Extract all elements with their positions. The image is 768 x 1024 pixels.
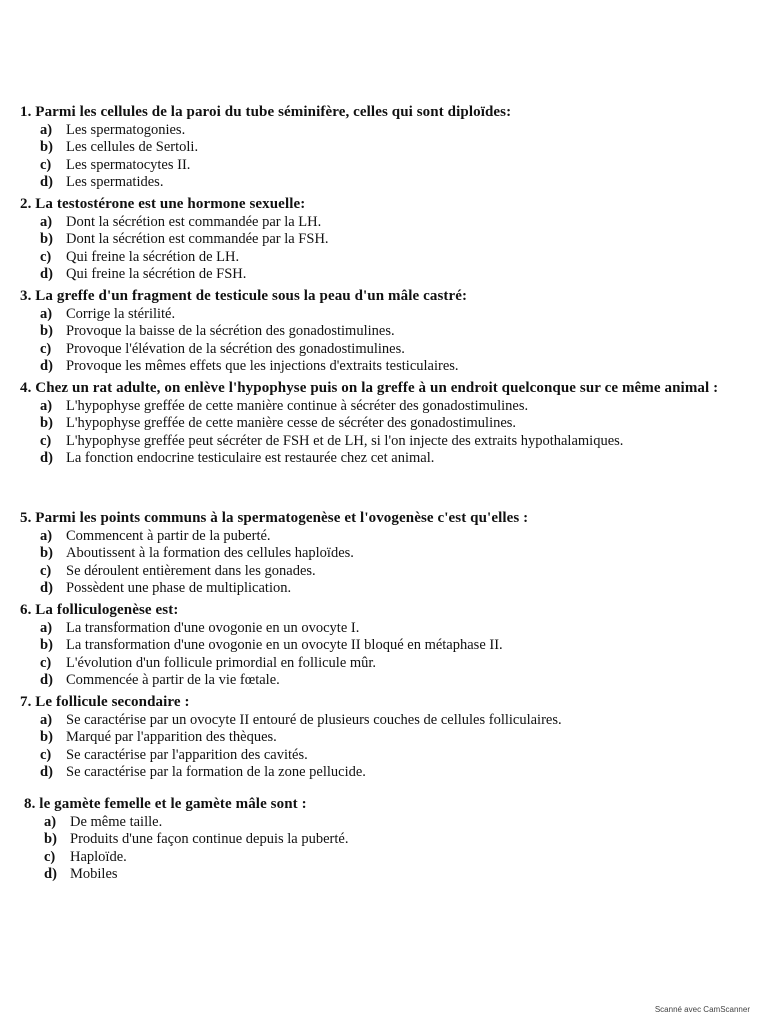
option-letter: d) xyxy=(40,672,53,688)
option-letter: b) xyxy=(40,231,53,247)
question-title: 3. La greffe d'un fragment de testicule sous la peau d'un mâle castré: xyxy=(20,288,468,304)
option-d xyxy=(40,174,740,192)
option-d xyxy=(40,450,740,468)
option-text: Les spermatocytes II. xyxy=(66,156,191,173)
option-letter: d) xyxy=(40,174,53,190)
scanner-watermark: Scanné avec CamScanner xyxy=(654,1005,750,1014)
option-text: Les spermatides. xyxy=(66,174,164,190)
option-d xyxy=(40,672,740,690)
option-letter: c) xyxy=(40,248,52,265)
option-text: Marqué par l'apparition des thèques. xyxy=(66,729,277,745)
question-6 xyxy=(20,602,740,690)
option-text: De même taille. xyxy=(70,813,163,830)
option-letter: c) xyxy=(44,848,56,865)
option-letter: a) xyxy=(40,527,53,544)
question-4 xyxy=(20,380,740,468)
option-b xyxy=(40,139,740,157)
question-title: 7. Le follicule secondaire : xyxy=(20,694,190,710)
option-letter: b) xyxy=(40,415,53,431)
option-letter: c) xyxy=(40,654,52,671)
option-letter: a) xyxy=(40,305,53,322)
option-b xyxy=(40,231,740,249)
option-letter: d) xyxy=(40,358,53,374)
option-text: Se caractérise par la formation de la zone pellucide. xyxy=(66,764,366,780)
option-b xyxy=(40,415,740,433)
option-d xyxy=(40,266,740,284)
question-3 xyxy=(20,288,740,376)
question-title: 2. La testostérone est une hormone sexuelle: xyxy=(20,196,306,212)
option-b xyxy=(44,831,744,849)
option-text: La fonction endocrine testiculaire est restaurée chez cet animal. xyxy=(66,450,435,466)
option-b xyxy=(40,729,740,747)
option-text: Se déroulent entièrement dans les gonades. xyxy=(66,562,316,579)
option-letter: d) xyxy=(40,764,53,780)
option-letter: b) xyxy=(40,139,53,155)
option-text: L'hypophyse greffée de cette manière cesse de sécréter des gonadostimulines. xyxy=(66,415,517,431)
option-text: La transformation d'une ovogonie en un ovocyte II bloqué en métaphase II. xyxy=(66,637,503,653)
option-text: Corrige la stérilité. xyxy=(66,305,176,322)
option-letter: c) xyxy=(40,156,52,173)
option-letter: c) xyxy=(40,340,52,357)
option-a xyxy=(40,712,740,730)
option-text: Qui freine la sécrétion de LH. xyxy=(66,248,240,265)
option-letter: a) xyxy=(40,121,53,138)
option-letter: c) xyxy=(40,746,52,763)
option-letter: c) xyxy=(40,432,52,449)
option-letter: d) xyxy=(40,580,53,596)
option-a xyxy=(40,122,740,140)
option-b xyxy=(40,637,740,655)
option-text: Dont la sécrétion est commandée par la LH. xyxy=(66,213,322,230)
option-text: L'hypophyse greffée peut sécréter de FSH et de LH, si l'on injecte des extraits hypothalamiques. xyxy=(66,432,624,449)
option-letter: d) xyxy=(40,266,53,282)
option-letter: b) xyxy=(40,729,53,745)
question-title: 8. le gamète femelle et le gamète mâle sont : xyxy=(24,796,307,812)
question-title: 6. La folliculogenèse est: xyxy=(20,602,179,618)
option-letter: b) xyxy=(40,545,53,561)
option-text: Commencent à partir de la puberté. xyxy=(66,527,271,544)
question-5 xyxy=(20,510,740,598)
option-text: Provoque la baisse de la sécrétion des gonadostimulines. xyxy=(66,323,395,339)
option-c xyxy=(40,433,740,451)
option-text: Dont la sécrétion est commandée par la FSH. xyxy=(66,231,329,247)
option-letter: a) xyxy=(40,711,53,728)
option-letter: b) xyxy=(40,323,53,339)
option-letter: b) xyxy=(40,637,53,653)
option-a xyxy=(40,306,740,324)
option-text: Qui freine la sécrétion de FSH. xyxy=(66,266,247,282)
option-a xyxy=(40,620,740,638)
option-text: Aboutissent à la formation des cellules haploïdes. xyxy=(66,545,354,561)
option-text: L'hypophyse greffée de cette manière continue à sécréter des gonadostimulines. xyxy=(66,397,529,414)
question-2 xyxy=(20,196,740,284)
option-d xyxy=(40,580,740,598)
option-letter: a) xyxy=(40,397,53,414)
option-letter: c) xyxy=(40,562,52,579)
option-b xyxy=(40,323,740,341)
option-c xyxy=(40,655,740,673)
option-text: Provoque l'élévation de la sécrétion des gonadostimulines. xyxy=(66,340,405,357)
option-text: Commencée à partir de la vie fœtale. xyxy=(66,672,280,688)
option-text: Provoque les mêmes effets que les injections d'extraits testiculaires. xyxy=(66,358,459,374)
option-a xyxy=(44,814,744,832)
option-text: Les spermatogonies. xyxy=(66,121,186,138)
question-8 xyxy=(24,796,744,884)
option-c xyxy=(40,563,740,581)
option-d xyxy=(44,866,744,884)
option-letter: b) xyxy=(44,831,57,847)
option-text: Possèdent une phase de multiplication. xyxy=(66,580,292,596)
option-text: Se caractérise par un ovocyte II entouré de plusieurs couches de cellules folliculaires. xyxy=(66,711,562,728)
option-letter: a) xyxy=(40,619,53,636)
option-a xyxy=(40,214,740,232)
option-c xyxy=(40,747,740,765)
option-text: Se caractérise par l'apparition des cavités. xyxy=(66,746,308,763)
option-text: Haploïde. xyxy=(70,848,127,865)
question-title: 4. Chez un rat adulte, on enlève l'hypophyse puis on la greffe à un endroit quelconque sur ce même animal : xyxy=(20,380,719,396)
question-title: 1. Parmi les cellules de la paroi du tube séminifère, celles qui sont diploïdes: xyxy=(20,104,512,120)
option-letter: d) xyxy=(40,450,53,466)
option-d xyxy=(40,764,740,782)
option-b xyxy=(40,545,740,563)
option-c xyxy=(40,249,740,267)
option-text: L'évolution d'un follicule primordial en follicule mûr. xyxy=(66,654,377,671)
option-text: Les cellules de Sertoli. xyxy=(66,139,199,155)
option-letter: a) xyxy=(40,213,53,230)
option-c xyxy=(40,157,740,175)
option-text: La transformation d'une ovogonie en un ovocyte I. xyxy=(66,619,360,636)
question-title: 5. Parmi les points communs à la spermatogenèse et l'ovogenèse c'est qu'elles : xyxy=(20,510,529,526)
option-text: Produits d'une façon continue depuis la puberté. xyxy=(70,831,349,847)
option-c xyxy=(40,341,740,359)
option-letter: d) xyxy=(44,866,57,882)
question-7 xyxy=(20,694,740,782)
question-1 xyxy=(20,104,740,192)
option-a xyxy=(40,398,740,416)
option-letter: a) xyxy=(44,813,57,830)
option-text: Mobiles xyxy=(70,866,118,882)
option-d xyxy=(40,358,740,376)
option-a xyxy=(40,528,740,546)
option-c xyxy=(44,849,744,867)
